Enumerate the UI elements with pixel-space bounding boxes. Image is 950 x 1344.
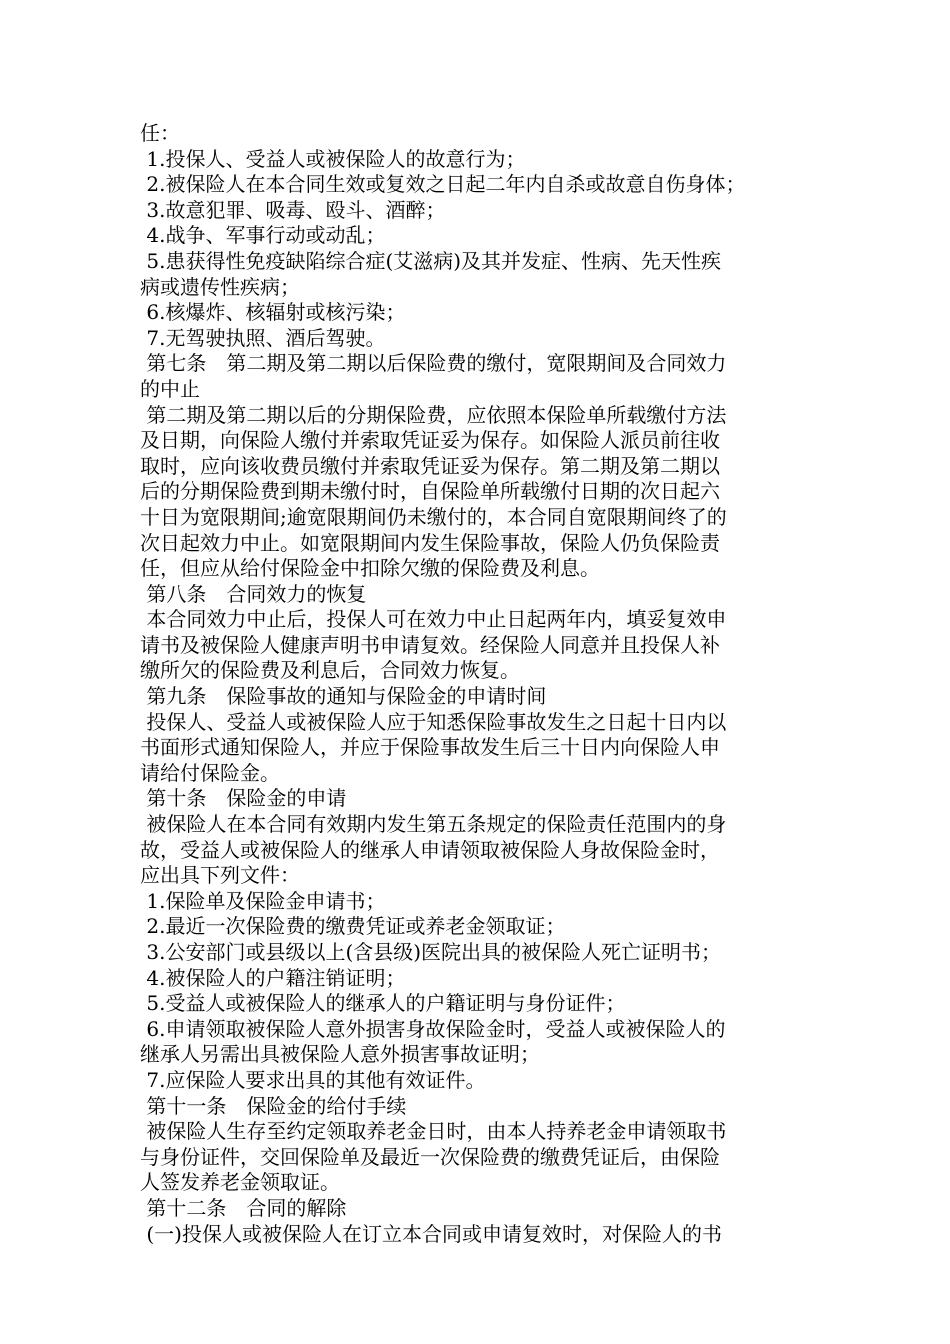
text-line: 2.最近一次保险费的缴费凭证或养老金领取证； — [140, 914, 566, 939]
text-line: 7.应保险人要求出具的其他有效证件。 — [140, 1067, 486, 1092]
text-line: 6.申请领取被保险人意外损害身故保险金时，受益人或被保险人的 — [140, 1016, 726, 1041]
document-body — [140, 121, 820, 1247]
text-line: 第八条 合同效力的恢复 — [140, 581, 367, 606]
text-line: 4.战争、军事行动或动乱； — [140, 223, 386, 248]
text-line: 后的分期保险费到期未缴付时，自保险单所载缴付日期的次日起六 — [140, 479, 720, 504]
text-line: 2.被保险人在本合同生效或复效之日起二年内自杀或故意自伤身体； — [140, 172, 746, 197]
text-line: 本合同效力中止后，投保人可在效力中止日起两年内，填妥复效申 — [140, 607, 727, 632]
text-line: 缴所欠的保险费及利息后，合同效力恢复。 — [140, 658, 520, 683]
text-line: 第十一条 保险金的给付手续 — [140, 1093, 407, 1118]
text-line: 故，受益人或被保险人的继承人申请领取被保险人身故保险金时， — [140, 837, 720, 862]
text-line: 被保险人生存至约定领取养老金日时，由本人持养老金申请领取书 — [140, 1119, 727, 1144]
text-line: 的中止 — [140, 376, 200, 401]
text-line: 第七条 第二期及第二期以后保险费的缴付，宽限期间及合同效力 — [140, 351, 727, 376]
text-line: 病或遗传性疾病； — [140, 274, 300, 299]
text-line: 与身份证件，交回保险单及最近一次保险费的缴费凭证后，由保险 — [140, 1144, 720, 1169]
text-line: 书面形式通知保险人，并应于保险事故发生后三十日内向保险人申 — [140, 735, 720, 760]
text-line: 5.患获得性免疫缺陷综合症(艾滋病)及其并发症、性病、先天性疾 — [140, 248, 722, 273]
text-line: 4.被保险人的户籍注销证明； — [140, 965, 406, 990]
text-line: 被保险人在本合同有效期内发生第五条规定的保险责任范围内的身 — [140, 812, 727, 837]
text-line: 应出具下列文件： — [140, 863, 300, 888]
text-line: 及日期，向保险人缴付并索取凭证妥为保存。如保险人派员前往收 — [140, 428, 720, 453]
text-line: 第十二条 合同的解除 — [140, 1195, 347, 1220]
text-line: 次日起效力中止。如宽限期间内发生保险事故，保险人仍负保险责 — [140, 530, 720, 555]
text-line: 5.受益人或被保险人的继承人的户籍证明与身份证件； — [140, 991, 626, 1016]
text-line: 1.保险单及保险金申请书； — [140, 888, 386, 913]
text-line: 3.公安部门或县级以上(含县级)医院出具的被保险人死亡证明书； — [140, 940, 722, 964]
text-line: 继承人另需出具被保险人意外损害事故证明； — [140, 1042, 540, 1067]
text-line: 7.无驾驶执照、酒后驾驶。 — [140, 325, 386, 350]
text-line: 投保人、受益人或被保险人应于知悉保险事故发生之日起十日内以 — [140, 709, 727, 734]
text-line: 请给付保险金。 — [140, 760, 280, 785]
text-line: 任： — [140, 121, 180, 145]
text-line: 取时，应向该收费员缴付并索取凭证妥为保存。第二期及第二期以 — [140, 453, 720, 478]
text-line: 6.核爆炸、核辐射或核污染； — [140, 300, 406, 325]
text-line: 第九条 保险事故的通知与保险金的申请时间 — [140, 684, 547, 709]
text-line: 第二期及第二期以后的分期保险费，应依照本保险单所载缴付方法 — [140, 402, 727, 427]
text-line: 人签发养老金领取证。 — [140, 1170, 340, 1195]
text-line: 十日为宽限期间;逾宽限期间仍未缴付的，本合同自宽限期间终了的 — [140, 504, 727, 529]
text-line: 1.投保人、受益人或被保险人的故意行为； — [140, 146, 526, 171]
text-line: (一)投保人或被保险人在订立本合同或申请复效时，对保险人的书 — [140, 1221, 722, 1246]
text-line: 第十条 保险金的申请 — [140, 786, 347, 811]
text-line: 请书及被保险人健康声明书申请复效。经保险人同意并且投保人补 — [140, 632, 720, 657]
text-line: 3.故意犯罪、吸毒、殴斗、酒醉； — [140, 197, 446, 222]
text-line: 任，但应从给付保险金中扣除欠缴的保险费及利息。 — [140, 556, 600, 581]
